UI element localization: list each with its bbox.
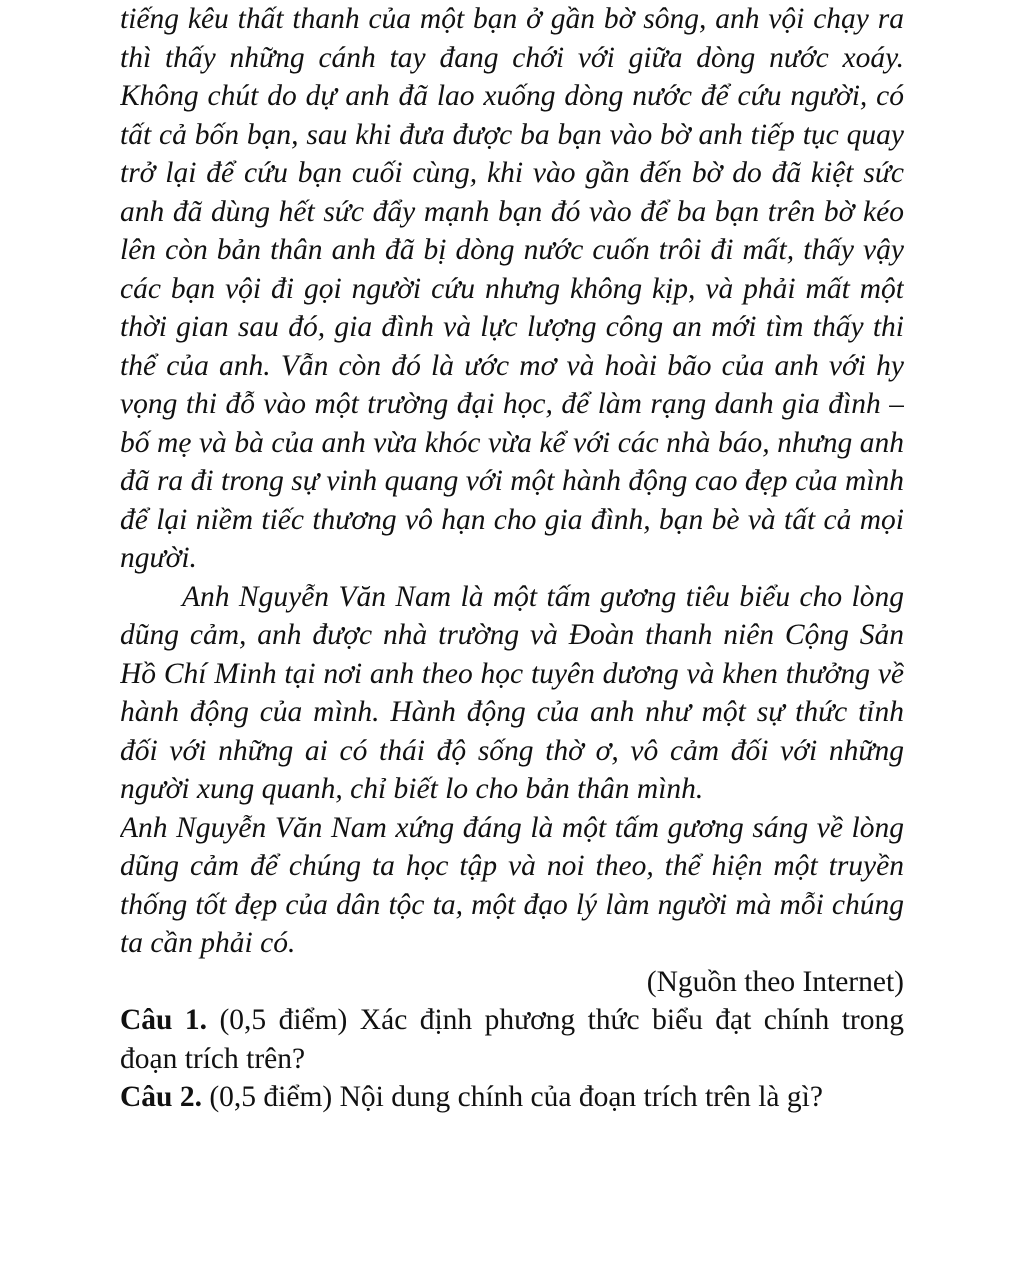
paragraph-conclusion: Anh Nguyễn Văn Nam xứng đáng là một tấm gương sáng về lòng dũng cảm để chúng ta học tập và noi theo, thể hiện một truyền thống tốt đẹp của dân tộc ta, một đạo lý làm người mà mỗi chúng ta cần phải có.	[120, 811, 904, 959]
question-1-text: (0,5 điểm) Xác định phương thức biểu đạt chính trong đoạn trích trên?	[120, 1004, 904, 1075]
paragraph-story: tiếng kêu thất thanh của một bạn ở gần bờ sông, anh vội chạy ra thì thấy những cánh tay đang chới với giữa dòng nước xoáy. Không chút do dự anh đã lao xuống dòng nước để cứu người, có tất cả bốn bạn, sau khi đưa được ba bạn vào bờ anh tiếp tục quay trở lại để cứu bạn cuối cùng, khi vào gần đến bờ do đã kiệt sức anh đã dùng hết sức đẩy mạnh bạn đó vào để ba bạn trên bờ kéo lên còn bản thân anh đã bị dòng nước cuốn trôi đi mất, thấy vậy các bạn vội đi gọi người cứu nhưng không kịp, và phải mất một thời gian sau đó, gia đình và lực lượng công an mới tìm thấy thi thể của anh. Vẫn còn đó là ước mơ và hoài bão của anh với hy vọng thi đỗ vào một trường đại học, để làm rạng danh gia đình – bố mẹ và bà của anh vừa khóc vừa kể với các nhà báo, nhưng anh đã ra đi trong sự vinh quang với một hành động cao đẹp của mình để lại niềm tiếc thương vô hạn cho gia đình, bạn bè và tất cả mọi người.	[120, 3, 904, 574]
question-1-label: Câu 1.	[120, 1004, 208, 1036]
document-page	[120, 0, 904, 1279]
question-2	[120, 1078, 904, 1117]
document-body	[120, 0, 904, 1117]
question-1	[120, 1001, 904, 1078]
question-2-label: Câu 2.	[120, 1081, 202, 1113]
question-2-text: (0,5 điểm) Nội dung chính của đoạn trích trên là gì?	[201, 1081, 823, 1113]
paragraph-praise: Anh Nguyễn Văn Nam là một tấm gương tiêu biểu cho lòng dũng cảm, anh được nhà trường và Đoàn thanh niên Cộng Sản Hồ Chí Minh tại nơi anh theo học tuyên dương và khen thưởng về hành động của mình. Hành động của anh như một sự thức tỉnh đối với những ai có thái độ sống thờ ơ, vô cảm đối với những người xung quanh, chỉ biết lo cho bản thân mình.	[120, 580, 904, 805]
source-citation: (Nguồn theo Internet)	[646, 965, 904, 998]
